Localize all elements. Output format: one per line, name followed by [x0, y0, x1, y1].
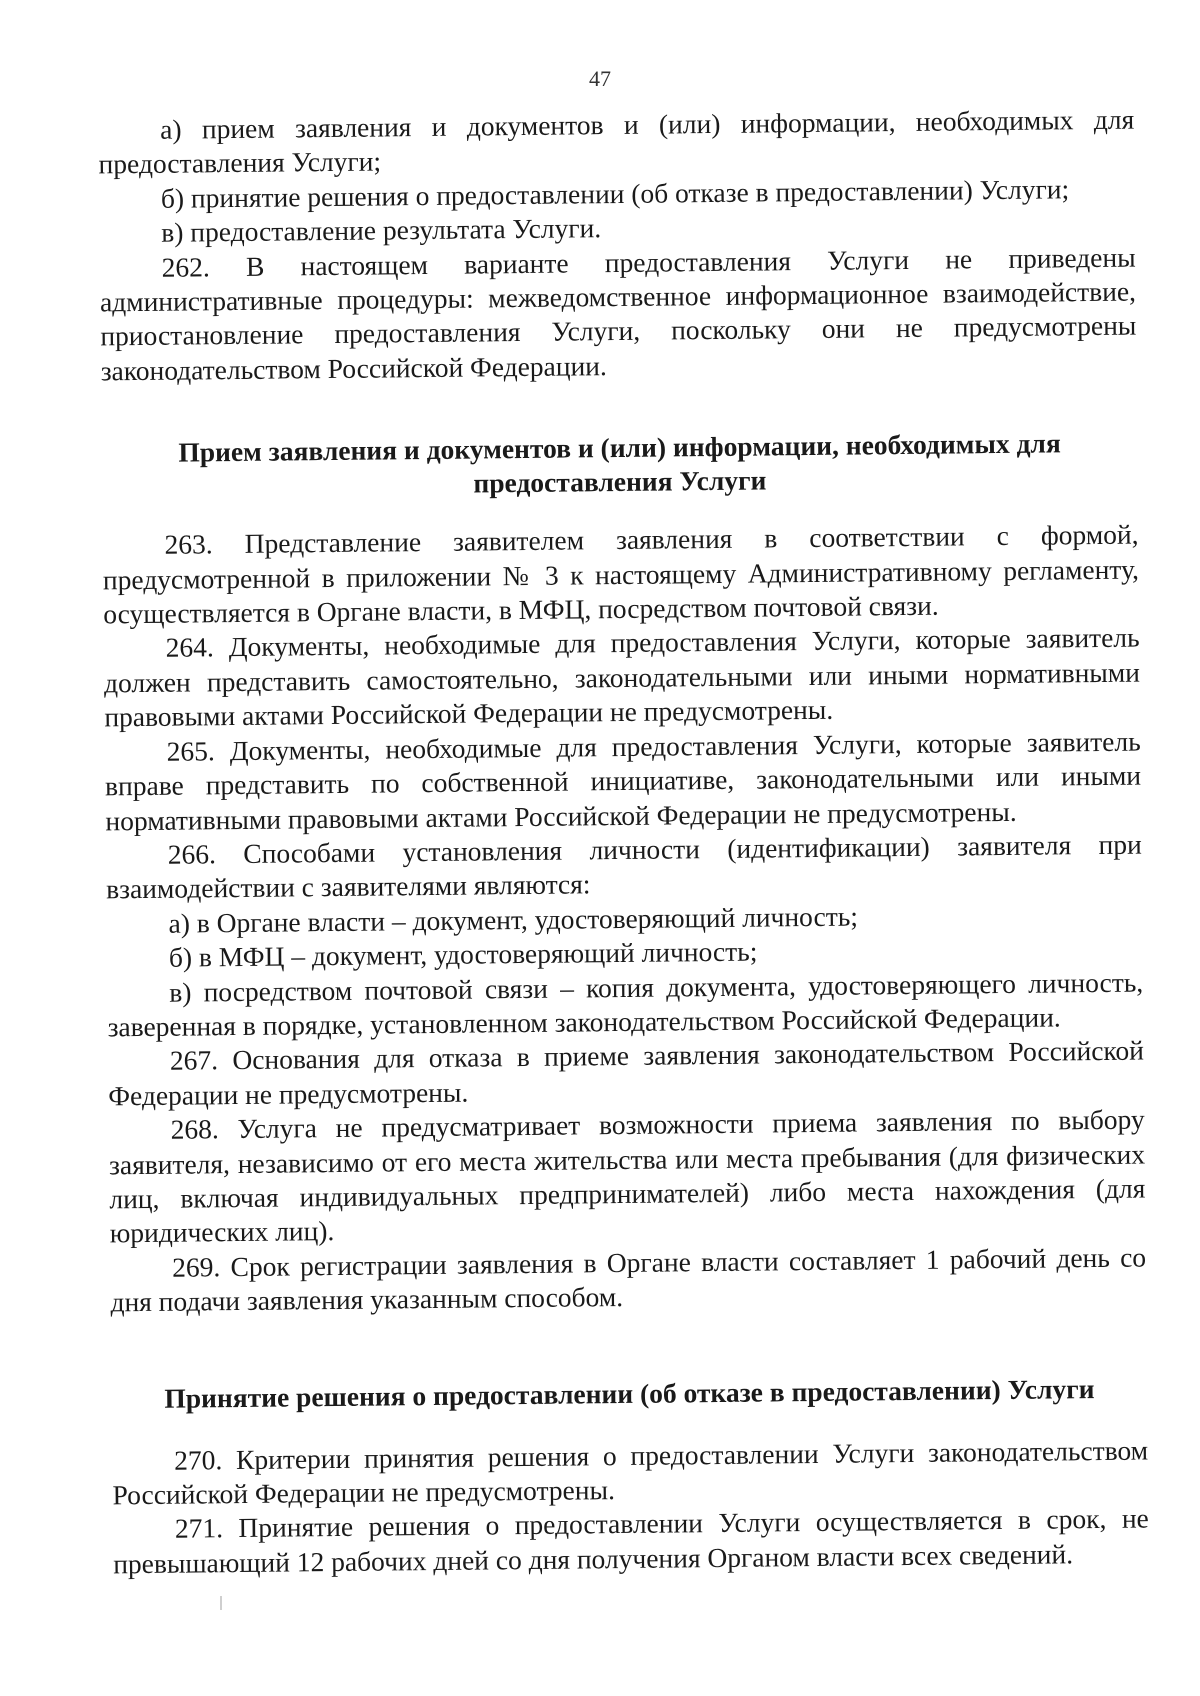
paragraph-269: 269. Срок регистрации заявления в Органе власти составляет 1 рабочий день со дня подачи заявления указанным способом.	[110, 1241, 1147, 1318]
paragraph-262: 262. В настоящем варианте предоставления Услуги не приведены административные процедуры: межведомственное информационное взаимодействие, приостановление предоставления Услуги, поскольку они не предусмотрены законодательством Российской Федерации.	[99, 241, 1137, 387]
paragraph-268: 268. Услуга не предусматривает возможности приема заявления по выбору заявителя, независимо от его места жительства или места пребывания (для физических лиц, включая индивидуальных предпринимателей) либо места нахождения (для юридических лиц).	[108, 1103, 1146, 1249]
paragraph-266: 266. Способами установления личности (идентификации) заявителя при взаимодействии с заявителями являются:	[105, 828, 1142, 905]
page-number: 47	[589, 66, 611, 91]
paragraph-271: 271. Принятие решения о предоставлении Услуги осуществляется в срок, не превышающий 12 рабочих дней со дня получения Органом власти всех сведений.	[113, 1502, 1149, 1580]
paragraph-list-item-c: в) предоставление результата Услуги.	[161, 212, 602, 248]
paragraph-270: 270. Критерии принятия решения о предоставлении Услуги законодательством Российской Федерации не предусмотрены.	[112, 1434, 1149, 1511]
paragraph-list-item-b: б) принятие решения о предоставлении (об отказе в предоставлении) Услуги;	[160, 173, 1070, 214]
paragraph-263: 263. Представление заявителем заявления в соответствии с формой, предусмотренной в приложении № 3 к настоящему Административному регламенту, осуществляется в Органе власти, в МФЦ, посредством почтовой связи.	[102, 518, 1140, 630]
section-heading-decision: Принятие решения о предоставлении (об отказе в предоставлении) Услуги	[164, 1372, 1095, 1414]
paragraph-264: 264. Документы, необходимые для предоставления Услуги, которые заявитель должен представить самостоятельно, законодательными или иными нормативными правовыми актами Российской Федерации не предусмотрены.	[103, 622, 1141, 733]
document-body	[98, 103, 1149, 1582]
paragraph-267: 267. Основания для отказа в приеме заявления законодательством Российской Федерации не предусмотрены.	[108, 1034, 1145, 1112]
paragraph-266-item-a: а) в Органе власти – документ, удостоверяющий личность;	[168, 900, 859, 939]
paragraph-list-item-a: а) прием заявления и документов и (или) информации, необходимых для предоставления Услуги;	[98, 103, 1135, 180]
scan-artifact	[220, 1596, 222, 1610]
paragraph-266-item-b: б) в МФЦ – документ, удостоверяющий личность;	[168, 935, 758, 973]
section-heading-application: Прием заявления и документов и (или) информации, необходимых для предоставления Услуги	[178, 427, 1061, 499]
paragraph-266-item-c: в) посредством почтовой связи – копия документа, удостоверяющего личность, заверенная в порядке, установленном законодательством Российской Федерации.	[107, 966, 1144, 1043]
paragraph-265: 265. Документы, необходимые для предоставления Услуги, которые заявитель вправе представить по собственной инициативе, законодательными или иными нормативными правовыми актами Российской Федерации не предусмотрены.	[104, 725, 1142, 836]
